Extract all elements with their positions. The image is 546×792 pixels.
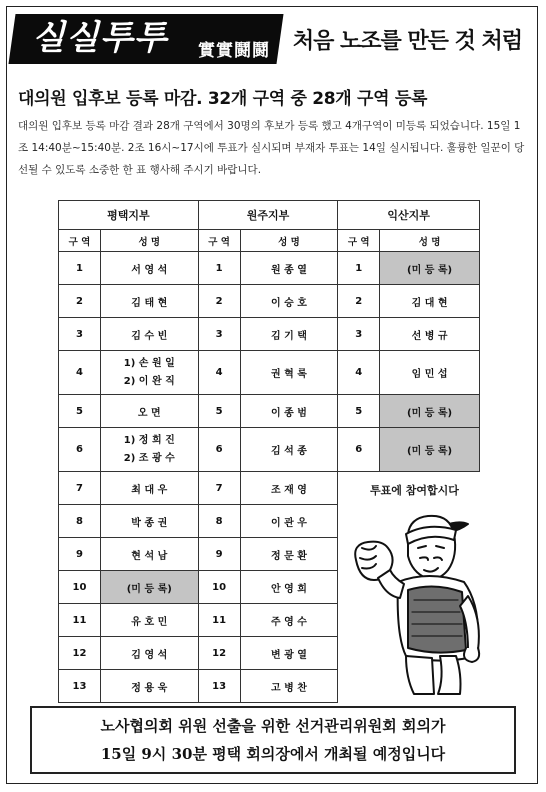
candidate-name-2: 2) 조 광 수 (123, 452, 175, 464)
district-cell: 11 (198, 604, 240, 637)
district-cell: 8 (59, 505, 101, 538)
candidate-cell (100, 351, 198, 395)
body-text: 대의원 입후보 등록 마감 결과 28개 구역에서 30명의 후보가 등록 했고 4개구역이 미등록 되었습니다. 15일 1조 14:40분~15:40분. 2조 16시~17시에 투표가 실시되며 부재자 투표는 14일 실시됩니다. 훌륭한 일꾼이 당선될 수 있도록 소중한 한 표 행사해 주시기 바랍니다. (18, 120, 525, 176)
branch-header-wonju: 원주지부 (198, 201, 338, 230)
candidate-cell: 임 민 섭 (380, 351, 480, 395)
candidate-cell: 김 영 석 (100, 637, 198, 670)
headline: 대의원 입후보 등록 마감. 32개 구역 중 28개 구역 등록 (18, 89, 428, 109)
district-cell: 4 (59, 351, 101, 395)
candidate-cell: 정 문 환 (240, 538, 338, 571)
candidate-cell (100, 428, 198, 472)
district-cell: 5 (59, 395, 101, 428)
district-cell: 4 (198, 351, 240, 395)
pending-cell: (미 등 록) (380, 428, 480, 472)
district-cell: 6 (59, 428, 101, 472)
candidate-cell: 이 승 호 (240, 285, 338, 318)
candidate-name-1: 1) 손 원 일 (123, 357, 175, 369)
candidate-cell: 김 석 종 (240, 428, 338, 472)
district-cell: 3 (59, 318, 101, 351)
candidate-cell: 변 광 열 (240, 637, 338, 670)
district-cell: 12 (59, 637, 101, 670)
brand-hanja: 實實鬪鬪 (198, 41, 270, 61)
district-cell: 3 (198, 318, 240, 351)
table-row (59, 252, 480, 285)
col-district: 구 역 (198, 230, 240, 252)
candidate-cell: 주 영 수 (240, 604, 338, 637)
district-cell: 9 (59, 538, 101, 571)
candidate-cell: 김 대 현 (380, 285, 480, 318)
candidate-cell: 고 병 찬 (240, 670, 338, 703)
vote-label: 투표에 참여합시다 (370, 484, 459, 497)
candidate-cell: 오 면 (100, 395, 198, 428)
district-cell: 7 (198, 472, 240, 505)
pending-cell: (미 등 록) (100, 571, 198, 604)
district-cell: 5 (198, 395, 240, 428)
district-cell: 12 (198, 637, 240, 670)
district-cell: 5 (338, 395, 380, 428)
candidate-name-1: 1) 정 희 진 (123, 434, 175, 446)
district-cell: 1 (338, 252, 380, 285)
candidate-cell: 정 용 욱 (100, 670, 198, 703)
district-cell: 6 (198, 428, 240, 472)
pending-cell: (미 등 록) (380, 395, 480, 428)
district-cell: 13 (59, 670, 101, 703)
branch-header-iksan: 익산지부 (338, 201, 480, 230)
candidate-cell: 유 호 민 (100, 604, 198, 637)
district-cell: 10 (198, 571, 240, 604)
candidate-name-2: 2) 이 완 직 (123, 375, 175, 387)
notice-line-1: 노사협의회 위원 선출을 위한 선거관리위원회 회의가 (100, 717, 446, 735)
pending-cell: (미 등 록) (380, 252, 480, 285)
table-row (59, 318, 480, 351)
candidate-cell: 김 수 빈 (100, 318, 198, 351)
notice-line-2: 15일 9시 30분 평택 회의장에서 개최될 예정입니다 (100, 745, 446, 763)
district-cell: 7 (59, 472, 101, 505)
slogan: 처음 노조를 만든 것 처럼 (292, 29, 522, 54)
brand-title: 실실투투 (32, 18, 168, 58)
candidate-cell: 안 영 희 (240, 571, 338, 604)
district-cell: 4 (338, 351, 380, 395)
table-row (59, 428, 480, 472)
candidate-cell: 권 혁 록 (240, 351, 338, 395)
district-cell: 2 (198, 285, 240, 318)
table-row (59, 285, 480, 318)
worker-mascot-illustration (348, 500, 488, 698)
candidate-cell: 원 종 열 (240, 252, 338, 285)
district-cell: 13 (198, 670, 240, 703)
district-cell: 9 (198, 538, 240, 571)
branch-header-pyeongtaek: 평택지부 (59, 201, 199, 230)
candidate-cell: 이 종 범 (240, 395, 338, 428)
candidate-cell: 박 종 권 (100, 505, 198, 538)
candidate-cell: 현 석 남 (100, 538, 198, 571)
district-cell: 1 (198, 252, 240, 285)
candidate-cell: 조 재 영 (240, 472, 338, 505)
district-cell: 3 (338, 318, 380, 351)
table-row (59, 351, 480, 395)
col-name: 성 명 (240, 230, 338, 252)
candidate-cell: 최 대 우 (100, 472, 198, 505)
candidate-cell: 서 영 석 (100, 252, 198, 285)
district-cell: 2 (338, 285, 380, 318)
district-cell: 11 (59, 604, 101, 637)
candidate-cell: 김 태 현 (100, 285, 198, 318)
col-name: 성 명 (100, 230, 198, 252)
candidate-cell: 선 병 규 (380, 318, 480, 351)
district-cell: 2 (59, 285, 101, 318)
district-cell: 8 (198, 505, 240, 538)
district-cell: 1 (59, 252, 101, 285)
col-name: 성 명 (380, 230, 480, 252)
header (10, 10, 534, 68)
district-cell: 6 (338, 428, 380, 472)
notice-box (30, 706, 516, 774)
col-district: 구 역 (338, 230, 380, 252)
candidate-cell: 이 관 우 (240, 505, 338, 538)
table-row (59, 395, 480, 428)
district-cell: 10 (59, 571, 101, 604)
candidate-cell: 김 기 택 (240, 318, 338, 351)
col-district: 구 역 (59, 230, 101, 252)
